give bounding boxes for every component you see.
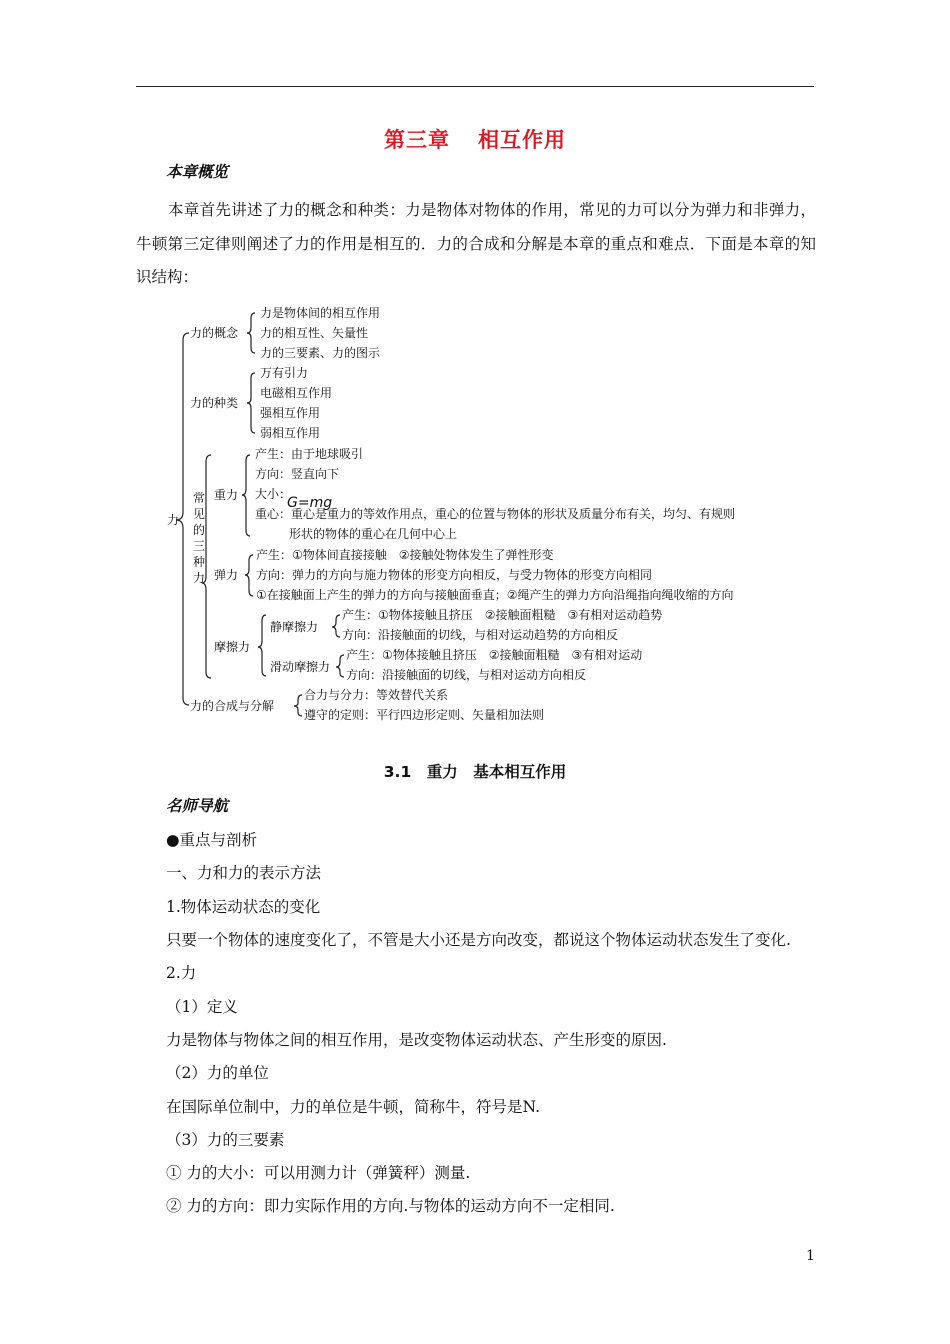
diagram-sliding-item: 方向：沿接触面的切线，与相对运动方向相反 [346, 668, 587, 682]
diagram-static-friction: 静摩擦力 [270, 620, 319, 634]
svg-text:力: 力 [193, 571, 206, 585]
body-line: 力是物体与物体之间的相互作用，是改变物体运动状态、产生形变的原因. [166, 1031, 667, 1049]
diagram-sliding-friction: 滑动摩擦力 [270, 660, 331, 674]
svg-text:的: 的 [193, 523, 206, 537]
diagram-kinds-item: 电磁相互作用 [260, 386, 333, 400]
diagram-elastic-item: 方向：弹力的方向与施力物体的形变方向相反，与受力物体的形变方向相同 [256, 568, 653, 582]
diagram-compose-item: 遵守的定则：平行四边形定则、矢量相加法则 [304, 708, 545, 722]
svg-text:三: 三 [193, 539, 206, 553]
body-line: ① 力的大小：可以用测力计（弹簧秤）测量. [166, 1164, 471, 1182]
body-line: 2.力 [166, 964, 197, 982]
diagram-concept-item: 力的三要素、力的图示 [260, 346, 381, 360]
diagram-compose: 力的合成与分解 [190, 699, 275, 713]
body-line: 1.物体运动状态的变化 [166, 898, 321, 916]
diagram-root: 力 [167, 513, 180, 527]
diagram-gravity-item: 形状的物体的重心在几何中心上 [289, 527, 458, 541]
diagram-gravity: 重力 [214, 488, 239, 502]
diagram-kinds-item: 强相互作用 [260, 406, 321, 420]
body-line: ●重点与剖析 [166, 831, 258, 849]
diagram-gravity-item: 方向：竖直向下 [255, 467, 340, 481]
body-line: （2）力的单位 [166, 1064, 269, 1082]
diagram-kinds-item: 弱相互作用 [260, 426, 321, 440]
section-title: 3.1 重力 基本相互作用 [383, 763, 567, 781]
diagram-compose-item: 合力与分力：等效替代关系 [304, 688, 449, 702]
body-line: （1）定义 [166, 998, 238, 1016]
body-line: 一、力和力的表示方法 [166, 864, 322, 882]
diagram-concept: 力的概念 [190, 326, 239, 340]
diagram-kinds-item: 万有引力 [260, 366, 309, 380]
diagram-friction: 摩擦力 [214, 640, 251, 654]
diagram-elastic-item: ①在接触面上产生的弹力的方向与接触面垂直；②绳产生的弹力方向沿绳指向绳收缩的方向 [256, 588, 734, 602]
diagram-concept-item: 力的相互性、矢量性 [260, 326, 369, 340]
gravity-formula: G=mg [287, 495, 333, 511]
diagram-kinds: 力的种类 [190, 396, 239, 410]
body-line: ② 力的方向：即力实际作用的方向.与物体的运动方向不一定相同. [166, 1197, 615, 1215]
three-forces-vertical-label [193, 490, 205, 585]
overview-heading: 本章概览 [166, 163, 229, 181]
body-line: 在国际单位制中，力的单位是牛顿，简称牛，符号是N. [166, 1098, 540, 1116]
diagram-sliding-item: 产生：①物体接触且挤压 ②接触面粗糙 ③有相对运动 [346, 648, 643, 662]
diagram-gravity-item: 产生：由于地球吸引 [255, 447, 364, 461]
diagram-gravity-item: 重心：重心是重力的等效作用点，重心的位置与物体的形状及质量分布有关，均匀、有规则 [255, 507, 736, 521]
diagram-elastic: 弹力 [214, 568, 239, 582]
svg-text:常: 常 [193, 491, 206, 505]
diagram-concept-item: 力是物体间的相互作用 [260, 306, 381, 320]
chapter-title: 第三章 相互作用 [384, 128, 566, 152]
page-number: 1 [806, 1248, 815, 1264]
svg-text:种: 种 [193, 555, 206, 569]
diagram-gravity-item: 大小： [255, 487, 292, 501]
body-line: （3）力的三要素 [166, 1131, 285, 1149]
diagram-static-item: 方向：沿接触面的切线，与相对运动趋势的方向相反 [342, 628, 619, 642]
overview-paragraph: 本章首先讲述了力的概念和种类：力是物体对物体的作用，常见的力可以分为弹力和非弹力，牛顿第三定律则阐述了力的作用是相互的．力的合成和分解是本章的重点和难点．下面是本章的知识结构： [136, 201, 816, 286]
diagram-elastic-item: 产生：①物体间直接接触 ②接触处物体发生了弹性形变 [256, 548, 554, 562]
body-line: 只要一个物体的速度变化了，不管是大小还是方向改变，都说这个物体运动状态发生了变化. [166, 931, 791, 949]
svg-text:见: 见 [193, 507, 206, 521]
diagram-static-item: 产生：①物体接触且挤压 ②接触面粗糙 ③有相对运动趋势 [342, 608, 663, 622]
guide-heading: 名师导航 [166, 797, 229, 815]
